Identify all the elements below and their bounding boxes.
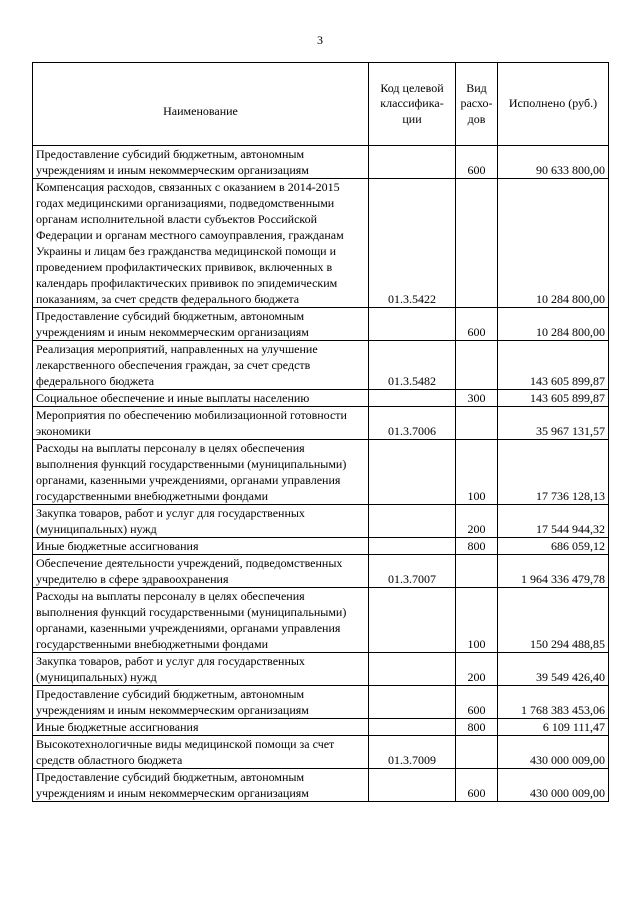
row-name: Закупка товаров, работ и услуг для государственных (муниципальных) нужд: [33, 505, 369, 538]
header-type: Вид расхо-дов: [456, 63, 498, 146]
row-amount: 90 633 800,00: [498, 146, 609, 179]
table-header-row: [33, 63, 609, 146]
header-code: Код целевой классифика-ции: [369, 63, 456, 146]
row-code: 01.3.7006: [369, 407, 456, 440]
table-row: [33, 179, 609, 308]
row-name: Предоставление субсидий бюджетным, автономным учреждениям и иным некоммерческим организациям: [33, 146, 369, 179]
row-name: Мероприятия по обеспечению мобилизационной готовности экономики: [33, 407, 369, 440]
table-row: [33, 719, 609, 736]
table-row: [33, 390, 609, 407]
table-row: [33, 146, 609, 179]
row-type: 300: [456, 390, 498, 407]
table-row: [33, 736, 609, 769]
row-code: [369, 308, 456, 341]
row-name: Иные бюджетные ассигнования: [33, 538, 369, 555]
row-type: [456, 736, 498, 769]
row-code: [369, 146, 456, 179]
row-amount: 150 294 488,85: [498, 588, 609, 653]
row-name: Расходы на выплаты персоналу в целях обеспечения выполнения функций государственными (муниципальными) органами, казенными учреждениями, органами управления государственными внебюджетными фондами: [33, 588, 369, 653]
row-code: [369, 538, 456, 555]
row-type: 100: [456, 588, 498, 653]
table-row: [33, 538, 609, 555]
header-name: Наименование: [33, 63, 369, 146]
row-amount: 17 736 128,13: [498, 440, 609, 505]
row-amount: 1 964 336 479,78: [498, 555, 609, 588]
row-code: 01.3.7007: [369, 555, 456, 588]
row-type: 800: [456, 538, 498, 555]
row-type: [456, 555, 498, 588]
row-type: 800: [456, 719, 498, 736]
row-code: [369, 588, 456, 653]
row-type: 100: [456, 440, 498, 505]
table-row: [33, 308, 609, 341]
row-type: 600: [456, 769, 498, 802]
row-name: Компенсация расходов, связанных с оказанием в 2014-2015 годах медицинскими организациями, подведомственными органам исполнительной власти субъектов Российской Федерации и органам местного самоуправления, гражданам Украины и лицам без гражданства медицинской помощи и проведением профилактических прививок, включенных в календарь профилактических прививок по эпидемическим показаниям, за счет средств федерального бюджета: [33, 179, 369, 308]
row-code: 01.3.5482: [369, 341, 456, 390]
row-name: Обеспечение деятельности учреждений, подведомственных учредителю в сфере здравоохранения: [33, 555, 369, 588]
page-number: 3: [317, 33, 323, 47]
table-row: [33, 341, 609, 390]
table-row: [33, 588, 609, 653]
row-code: [369, 769, 456, 802]
row-name: Высокотехнологичные виды медицинской помощи за счет средств областного бюджета: [33, 736, 369, 769]
row-amount: 17 544 944,32: [498, 505, 609, 538]
row-amount: 430 000 009,00: [498, 736, 609, 769]
table-row: [33, 769, 609, 802]
row-name: Закупка товаров, работ и услуг для государственных (муниципальных) нужд: [33, 653, 369, 686]
header-amount: Исполнено (руб.): [498, 63, 609, 146]
row-amount: 143 605 899,87: [498, 390, 609, 407]
row-name: Иные бюджетные ассигнования: [33, 719, 369, 736]
row-name: Социальное обеспечение и иные выплаты населению: [33, 390, 369, 407]
row-amount: 143 605 899,87: [498, 341, 609, 390]
row-name: Предоставление субсидий бюджетным, автономным учреждениям и иным некоммерческим организациям: [33, 769, 369, 802]
table-row: [33, 440, 609, 505]
row-type: [456, 179, 498, 308]
table-row: [33, 653, 609, 686]
row-code: [369, 505, 456, 538]
row-code: [369, 719, 456, 736]
row-type: 200: [456, 505, 498, 538]
row-amount: 35 967 131,57: [498, 407, 609, 440]
row-name: Предоставление субсидий бюджетным, автономным учреждениям и иным некоммерческим организациям: [33, 308, 369, 341]
row-name: Предоставление субсидий бюджетным, автономным учреждениям и иным некоммерческим организациям: [33, 686, 369, 719]
row-type: 600: [456, 308, 498, 341]
row-amount: 430 000 009,00: [498, 769, 609, 802]
row-code: 01.3.5422: [369, 179, 456, 308]
row-code: [369, 653, 456, 686]
row-amount: 1 768 383 453,06: [498, 686, 609, 719]
row-type: [456, 341, 498, 390]
table-row: [33, 407, 609, 440]
row-amount: 10 284 800,00: [498, 179, 609, 308]
row-type: 600: [456, 686, 498, 719]
table-body: [33, 146, 609, 802]
table-row: [33, 505, 609, 538]
table-row: [33, 555, 609, 588]
table-row: [33, 686, 609, 719]
row-amount: 10 284 800,00: [498, 308, 609, 341]
budget-table: [32, 62, 609, 802]
row-amount: 6 109 111,47: [498, 719, 609, 736]
row-amount: 39 549 426,40: [498, 653, 609, 686]
row-code: [369, 390, 456, 407]
row-type: 600: [456, 146, 498, 179]
row-code: 01.3.7009: [369, 736, 456, 769]
row-code: [369, 686, 456, 719]
row-name: Реализация мероприятий, направленных на улучшение лекарственного обеспечения граждан, за счет средств федерального бюджета: [33, 341, 369, 390]
row-type: 200: [456, 653, 498, 686]
row-amount: 686 059,12: [498, 538, 609, 555]
row-name: Расходы на выплаты персоналу в целях обеспечения выполнения функций государственными (муниципальными) органами, казенными учреждениями, органами управления государственными внебюджетными фондами: [33, 440, 369, 505]
row-code: [369, 440, 456, 505]
row-type: [456, 407, 498, 440]
